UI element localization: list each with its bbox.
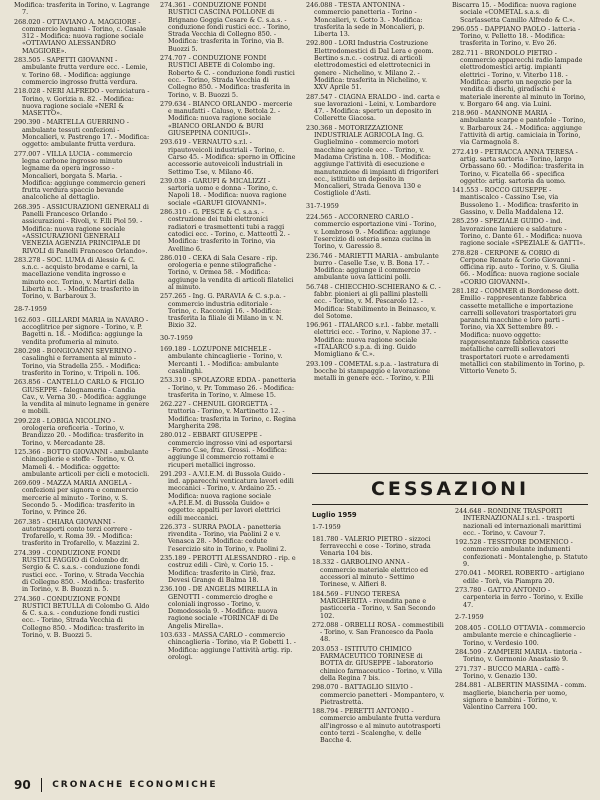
entry: 246.088 - TESTA ANTONINA - commercio panetteria - Torino - Moncalieri, v. Gotto 3. - Modifica: trasferita la sede in Moncalieri, p. Liberta 13. [306, 2, 425, 39]
section-title: CESSAZIONI [370, 478, 530, 500]
date-heading: 1-7-1959 [312, 523, 341, 532]
entry: 291.293 - A.V.I.E.M. di Bussola Guido - ind. apparecchi venticatura lavori edili meccanici - Torino, v. Ardaino 25. - Modifica: nuova ragione sociale «A.P.I.E.M. di Bussola Guido» e oggetto: appalti per lavori elettrici edili meccanici. [160, 469, 294, 522]
entry: 235.189 - PEROTTI ALESSANDRO - rip. e costruz edili - Cirè, v. Corio 15. - Modifica: trasferito in Ciriè, fraz. Devesi Grange di Balma 18. [160, 554, 296, 584]
entry: 184.569 - FUNGO TERESA MARGHERITA - rivendita pane e pasticceria - Torino, v. San Secondo 102. [312, 589, 436, 620]
column-1 [14, 2, 150, 772]
entry: 218.960 - MANNONE MARIA - ambulante scarpe e pantofole - Torino, v. Barbaroux 24. - Modifica: aggiunge l'attività di artig. camiciaia in Torino, via Carmagnola 8. [452, 109, 586, 147]
date-heading: 30-7-1959 [160, 333, 193, 342]
column-2 [160, 2, 296, 772]
entry: 274.360 - CONDUZIONE FONDI RUSTICI BETULLA di Colombo G. Aldo & C. s.a.s. - conduzione fondi rustici ecc. - Torino, Strada Vecchia di Collegno 850. - Modifica: trasferito in Torino, v. B. Buozzi 5. [14, 594, 150, 640]
entry: 125.366 - BOTTO GIOVANNI - ambulante chincaglierie e stoffe - Torino, v. O. Mameli 4. - Modifica: oggetto: ambulante articoli per cicli e motocicli. [14, 447, 150, 478]
entry: 169.189 - LOZUPONE MICHELE - ambulante chincaglierie - Torino, v. Mercanti 1. - Modifica: ambulante casalinghi. [160, 345, 283, 375]
entry: 239.038 - GARUFI & MICALIZZI - sartoria uomo e donna - Torino, c. Napoli 18. - Modifica: nuova ragione sociale «GARUFI GIOVANNI». [160, 176, 287, 207]
entry: 284.881 - ALBERTIN MASSIMA - comm. maglierie, biancheria per uomo, signora e bambini - Torino, v. Valentino Carrera 100. [455, 681, 587, 712]
entry: 18.332 - GARBOLINO ANNA - commercio materiale elettrico ed accessori al minuto - Settimo Torinese, v. Alfieri 8. [312, 558, 429, 589]
entry: 253.310 - SPOLAZORE EDDA - panetteria - Torino, v. Pr. Tommaso 26. - Modifica: trasferita in Torino, v. Almese 15. [160, 376, 296, 399]
entry: 280.012 - EBBART GIUSEPPE - commercio ingrosso vini ad esportarsi - Forno C.se, fraz. Grossi. - Modifica: aggiunge il commercio rottami e ricuperi metallici ingrosso. [160, 431, 293, 469]
column-3 [306, 2, 442, 472]
entry: 290.390 - MARTELLA GUERRINO - ambulante tessuti confezioni - Moncalieri, v. Pastrengo 17. - Modifica: oggetto: ambulante frutta verdura. [14, 118, 150, 149]
entry: 267.385 - CHIARA GIOVANNI - autotrasporti conto terzi correre - Trofarello, v. Roma 39. - Modifica: trasferito in Trofarello, v. Mazzini 2. [14, 517, 140, 548]
entry: 230.368 - MOTORIZZAZIONE INDUSTRIALE AGRICOLA Ing. G. Guglielmino - commercio motori macchine agricole ecc. - Torino, v. Madama Cristina n. 108. - Modifica: aggiunge l'attività di esecuzione e manutenzione di impianti di frigoriferi ecc., istituito un deposito in Moncalieri, Strada Genova 130 e Costigliole d'Asti. [306, 123, 439, 198]
date-heading: 31-7-1959 [306, 201, 339, 210]
entry: 268.020 - OTTAVIANO A. MAGGIORE - commercio legnami - Torino, c. Casale 312 - Modifica: nuova ragione sociale «OTTAVIANO ALESSANDRO MAGGIORE». [14, 17, 147, 55]
entry: 273.780 - GATTO ANTONIO - carpenteria in ferro - Torino, v. Exille 47. [455, 585, 584, 609]
entry: 263.856 - CANTELLO CARLO & FIGLIO GIUSEPPE - falegnameria - Candia Cav., v. Verna 30. - Modifica: aggiunge la vendita al minuto legname in genere e mobili. [14, 378, 150, 416]
entry: 278.828 - CERPONE & CORIO di Cerpone Renato & Corio Giovanni - officina rip. auto - Torino, v. S. Giulia 66. - Modifica: nuova ragione sociale «CORIO GIOVANNI». [452, 248, 580, 286]
entry: 279.634 - BIANCO ORLANDO - mercerie e manufatti - Caluso, v. Bettola 2. - Modifica: nuova ragione sociale «BIANCO ORLANDO & BURI GIUSEPPINA CONIUGI». [160, 99, 293, 138]
entry: 196.961 - ITALARCO s.r.l. - fabbr. metalli elettrici ecc. - Torino, v. Napione 37. - Modifica: nuova ragione sociale «ITALARCO s.p.a. di ing. Guido Momigliano & C.». [306, 321, 439, 359]
entry: 299.228 - LOBIGA NICOLINO - orologeria oreficeria - Torino, v. Brandizzo 20. - Modifica: trasferito in Torino, v. Mercadante 28. [14, 416, 144, 447]
entry: Biscarra 15. - Modifica: nuova ragione sociale «COMETAL s.a.s. di Scarlassetta Camillo Alfredo & C.». [452, 2, 577, 24]
entry: 268.395 - ASSICURAZIONI GENERALI di Panelli Francesco Orlando - assicurazioni - Rivoli, v. F.lli Piol 59. - Modifica: nuova ragione sociale «ASSICURAZIONI GENERALI VENEZIA AGENZIA PRINCIPALE DI RIVOLI di Panelli Francesco Orlando». [14, 202, 149, 255]
entry: 224.565 - ACCORNERO CARLO - commercio esportazione vini - Torino, v. Lombroso 9. - Modifica: aggiunge l'esercizio di osteria senza cucina in Torino, v. Garessio 8. [306, 213, 437, 251]
entry: 284.509 - ZAMPIERI MARIA - tintoria - Torino, v. Germonio Anastasio 9. [455, 648, 582, 664]
entry: 56.748 - CHIECCHIO-SCHIERANO & C. - fabbr. pionieri ai gli pallini plastelli ecc. - Torino, v. M. Pescarolo 12. - Modifica: Stabilimento in Beinasco, v. del Sotome. [306, 282, 441, 320]
entry: 162.603 - GILLARDI MARIA in NAVARO - accoglitrice per signore - Torino, v. P. Bagetti n. 18. - Modifica: aggiunge la vendita profumeria al minuto. [14, 315, 149, 346]
entry: 282.711 - BRONDOLO PIETRO - commercio apparecchi radio lampade elettrodomestici artig. impianti elettrici - Torino, v. Viterbo 118. - Modifica: aperto un negozio per la vendita di dischi, giradischi e materiale inerente al minuto in Torino, v. Borgaro 64 ang. via Luini. [452, 48, 586, 108]
entry: 286.010 - CEKA di Sala Cesare - rip. orologeria e penne stilografiche - Torino, v. Ormea 58. - Modifica: aggiunge la vendita di articoli filatelici al minuto. [160, 253, 294, 291]
entry: 271.737 - BUCCO MARIA - caffè - Torino, v. Genazio 130. [455, 664, 565, 680]
publication-title: CRONACHE ECONOMICHE [52, 780, 218, 790]
entry: 286.310 - G. PESCE & C. s.a.s. - costruzione dei tubi elettronici radiatori e trasmettenti tubi a raggi catodici ecc. - Torino, c. Matteotti 2. - Modifica: trasferito in Torino, via Avellino 6. [160, 208, 290, 253]
entry: 274.707 - CONDUZIONE FONDI RUSTICI ABETE di Colombo ing. Roberto & C. - conduzione fondi rustici ecc. - Torino, Strada Vecchia di Collegno 850. - Modifica: trasferita in Torino, v. B. Buozzi 5. [160, 54, 295, 99]
entry: 283.505 - SAPETTI GIOVANNI - ambulante frutta verdure ecc. - Lemie, v. Torino 68. - Modifica: aggiunge commercio ingrosso frutta verdura. [14, 56, 148, 86]
date-heading: 28-7-1959 [14, 304, 47, 313]
entry: 293.109 - COMETAL s.p.a. - lastratura di bocche bi stampaggio e lavorazione metalli in genere ecc. - Torino, v. P.Ili [306, 359, 439, 383]
entry: 244.648 - RONDINE TRASPORTI INTERNAZIONALI s.r.l. - trasporti nazionali ed internazionali marittimi ecc. - Torino, v. Cavour 7. [455, 508, 582, 537]
entry: 103.633 - MASSA CARLO - commercio chincaglieria - Torino, via P. Gobetti 1. - Modifica: aggiunge l'attività artig. rip. orologi. [160, 631, 296, 661]
entry: 257.265 - Ing. G. PARAVIA & C. s.p.a. - commercio industria editoriale - Torino, c. Racconigi 16. - Modifica: trasferita la filiale di Milano in v. N. Bixio 32. [160, 292, 286, 330]
date-heading: 2-7-1959 [455, 612, 484, 621]
entry: 141.553 - ROCCO GIUSEPPE - mantiscalco - Cassino T.se, via Bussoleno 1. - Modifica: trasferito in Gassino, v. Della Maddalena 12. [452, 186, 579, 217]
column-3-lower [312, 508, 445, 770]
entry: 272.419 - PETRACCA ANNA TERESA - artig. sarta sartoria - Torino, largo Orbassano 60. - Modifica: trasferita in Torino, v. Ficatella 66 - specifica oggetto: artig. sartoria da uomo. [452, 147, 584, 185]
entry: 292.800 - LORI Industria Costruzione Elettrodomestici di Dal Lera e geom. Bertino s.n.c. - costruz. di articoli elettrodomestici ed elettrotecnici in genere - Nichelino, v. Milano 2. - Modifica: trasferita in Nichelino, v. XXV Aprile 51. [306, 39, 434, 92]
entry: 274.361 - CONDUZIONE FONDI RUSTICI CASCINA POLLONE di Brignano Goggia Cesare & C. s.a.s. - conduzione fondi rustici ecc. - Torino, Strada Vecchia di Collegno 850. - Modifica: trasferita in Torino, via B. Buozzi 5. [160, 2, 291, 53]
entry: 188.794 - PERETTI ANTONIO - commercio ambulante frutta verdura all'ingrosso e al minuto autotrasporti conto terzi - Scalenghe, v. delle Bacche 4. [312, 707, 441, 745]
month-heading: Luglio 1959 [312, 511, 357, 519]
entry: Modifica: trasferita in Torino, v. Lagrange 7. [14, 2, 150, 17]
entry: 293.619 - VERNAUTO s.r.l. - ripautoveicoli industriali - Torino, c. Carso 45. - Modifica: sperno in Officine accessorie autoveicoli industriali in Settimo T.se, v. Milano 46. [160, 138, 296, 176]
entry: 192.528 - TESSITORE DOMENICO - commercio ambulante indumenti confezionati - Montalenghe, p. Statuto 9. [455, 538, 588, 569]
footer-divider [41, 778, 43, 792]
entry: 280.298 - BONGIOANNI SEVERINO - casalinghi e ferramenta al minuto - Torino, via Stradella 255. - Modifica: trasferito in Torino, v. Tripoli n. 106. [14, 347, 141, 377]
entry: 296.055 - DAPPIANO PAOLO - latteria - Torino, v. Pelletto 18. - Modifica: trasferita in Torino, v. Evo 26. [452, 24, 581, 48]
entry: 285.259 - SPEZIALE GUIDO - ind. lavorazione lamiere e saldature - Torino, c. Dante 61. - Modifica: nuova ragione sociale «SPEZIALE & GATTI». [452, 217, 586, 248]
entry: 270.041 - MOREL ROBERTO - artigiano edile - Torà, via Piampra 20. [455, 569, 585, 585]
page-number: 90 [14, 778, 31, 792]
entry: 269.609 - MAZZA MARIA ANGELA - confezioni per signora e commercio mercerie al minuto - Torino, v. S. Secondo 5. - Modifica: trasferito in Torino, v. Prince 26. [14, 479, 139, 517]
entry: 277.007 - VILLA LUCIA - commercio legna carbone ingrosso minuto legname da opera ingrosso - Moncalieri, borgata S. Maria. - Modifica: aggiunge commercio generi frutta verdura spaccio bevande analcoliche al dettaglio. [14, 149, 146, 202]
entry: 274.399 - CONDUZIONE FONDI RUSTICI FAGGIO di Colombo dr. Sergio & C. s.a.s. - conduzione fondi rustici ecc. - Torino, v. Strada Vecchia di Collegno 850. - Modifica: trasferito in Torino, v. B. Buozzi n. 5. [14, 548, 145, 594]
entry: 208.405 - COLLO OTTAVIA - commercio ambulante mercie e chincaglierie - Torino, v. Verdesio 100. [455, 624, 586, 647]
cessazioni-banner [312, 473, 588, 505]
column-4-lower [455, 508, 588, 770]
entry: 236.100 - DE ANGELIS MIRELLA in GENOTTI - commercio droghe e coloniali ingrosso - Torino, v. Domodossola 9. - Modifica: nuova ragione sociale «TORINCAF di De Angelis Mirella». [160, 585, 279, 630]
entry: 281.182 - COMMER di Bordonese dott. Emilio - rappresentanze fabbrica cassette metalliche e importazione carrelli sollevatori trasportatori gru paranchi macchine e loro parti - Torino, via XX Settembre 89. - Modifica: nuovo oggetto: rappresentanze fabbrica cassette metalliche carrelli sollevatori trasportatori ruote e arredamenti metallici con stabilimento in Torino, p. Vittorio Veneto 5. [452, 286, 585, 376]
entry: 181.780 - VALERIO PIETRO - sizzoci ferravecchi e cose - Torino, strada Venaria 104 bis. [312, 534, 431, 558]
entry: 203.053 - ISTITUTO CHIMICO FARMACEUTICO TORINESE di BOTTA dr. GIUSEPPE - laboratorio chimico farmaceutico - Torino, v. Villa della Regina 7 bis. [312, 644, 443, 682]
page-footer [14, 776, 588, 794]
entry: 226.373 - SURRA PAOLA - panetteria rivendita - Torino, via Paolini 2 e v. Venasca 28. - Modifica: cedute l'esercizio sito in Torino, v. Paolini 2. [160, 522, 287, 553]
column-4 [452, 2, 588, 472]
entry: 262.227 - CHENUIL GIORGETTA - trattoria - Torino, v. Martinetto 12. - Modifica: trasferita in Torino, c. Regina Margherita 298. [160, 400, 296, 431]
entry: 272.088 - ORBELLI ROSA - commestibili - Torino, v. San Francesco da Paola 48. [312, 620, 444, 644]
lower-columns [312, 508, 588, 770]
entry: 236.746 - MARIETTI MARIA - ambulante burro - Caselle T.se, v. B. Bona 17. - Modifica: aggiunge il commercio ambulante uova latticini polli. [306, 251, 439, 282]
entry: 218.028 - NERI ALFREDO - verniciatura - Torino, v. Gorizia n. 82. - Modifica: nuova ragione sociale «NERI & MASETTO». [14, 87, 150, 118]
entry: 283.278 - SOC. LUMA di Alessio & C. s.n.c. - acquisto brodame e carni, la macellazione vendita ingrosso e minuto ecc. Torino, v. Martiri della Libertà n. 1. - Modifica: trasferito in Torino, v. Barbaroux 3. [14, 255, 140, 301]
entry: 298.070 - BATTAGLIO SILVIO - commercio panetteri - Mompantero, v. Pietrastretta. [312, 683, 445, 706]
entry: 287.547 - CIAGNA ERALDO - ind. carta e sue lavorazioni - Leini, v. Lombardore 47. - Modifica: sperto un deposito in Collerette Giacosa. [306, 92, 440, 123]
